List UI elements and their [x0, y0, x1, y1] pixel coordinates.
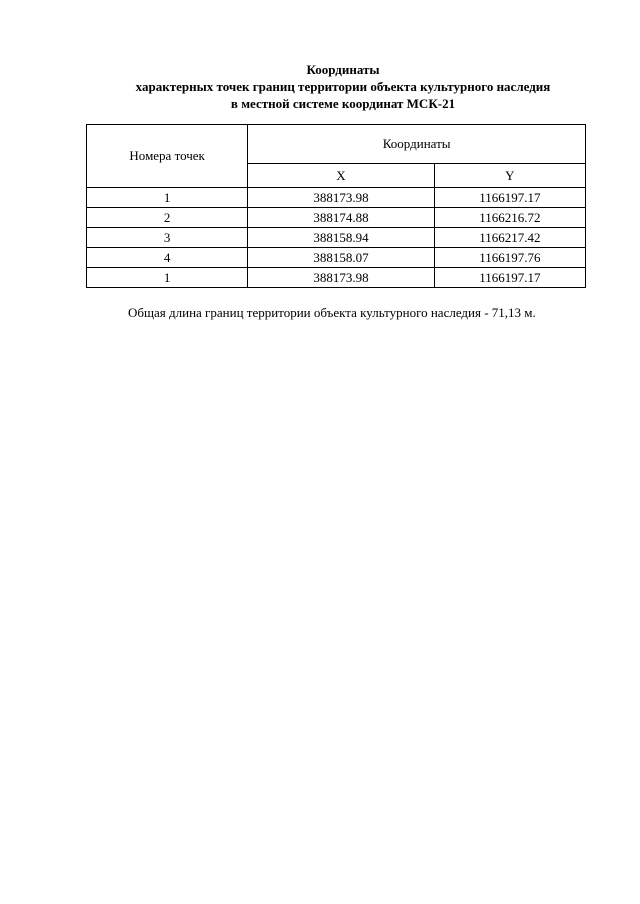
coord-x: 388174.88 [248, 208, 434, 228]
table-row [87, 268, 586, 288]
coordinates-table [86, 124, 586, 288]
table-body [87, 188, 586, 288]
point-number: 2 [87, 208, 248, 228]
table-row [87, 188, 586, 208]
point-number: 1 [87, 268, 248, 288]
coord-y: 1166216.72 [434, 208, 585, 228]
header-y: Y [434, 164, 585, 188]
coord-y: 1166197.17 [434, 188, 585, 208]
coord-x: 388173.98 [248, 268, 434, 288]
coord-x: 388158.07 [248, 248, 434, 268]
table-row [87, 248, 586, 268]
coord-x: 388158.94 [248, 228, 434, 248]
point-number: 1 [87, 188, 248, 208]
point-number: 3 [87, 228, 248, 248]
coord-y: 1166217.42 [434, 228, 585, 248]
coord-x: 388173.98 [248, 188, 434, 208]
table-row [87, 228, 586, 248]
point-number: 4 [87, 248, 248, 268]
title-line-1: Координаты [306, 62, 380, 77]
coord-y: 1166197.76 [434, 248, 585, 268]
total-length-summary: Общая длина границ территории объекта культурного наследия - 71,13 м. [128, 305, 536, 320]
document-title [0, 61, 640, 112]
coord-y: 1166197.17 [434, 268, 585, 288]
table-row [87, 208, 586, 228]
header-coordinates: Координаты [248, 125, 586, 164]
title-line-2: характерных точек границ территории объекта культурного наследия [135, 79, 551, 94]
header-points: Номера точек [87, 125, 248, 188]
header-x: X [248, 164, 434, 188]
title-line-3: в местной системе координат МСК-21 [230, 96, 456, 111]
